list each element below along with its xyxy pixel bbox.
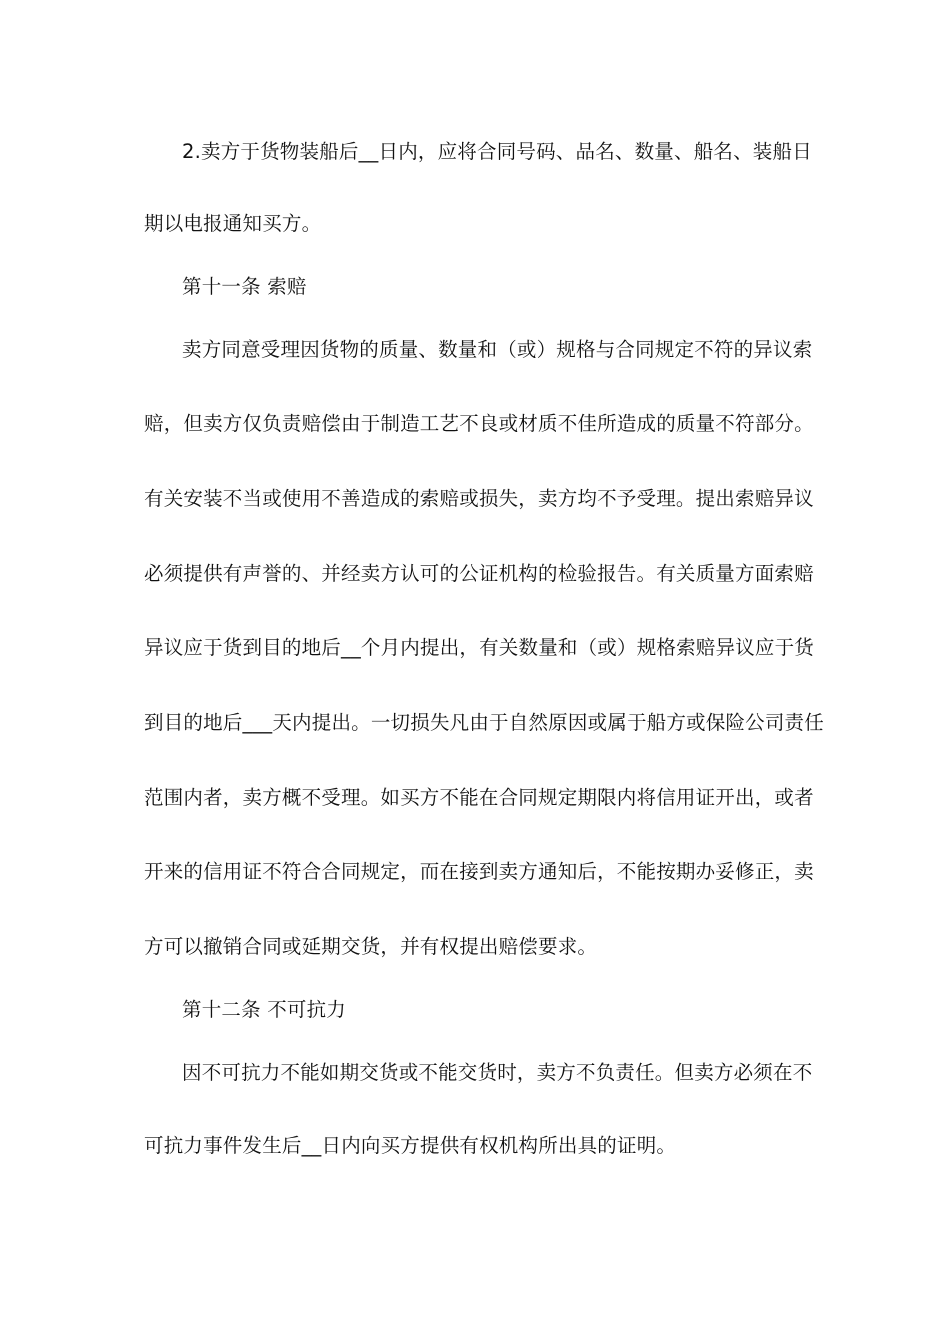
clause-11-paragraph-line-4: 必须提供有声誉的、并经卖方认可的公证机构的检验报告。有关质量方面索赔 xyxy=(144,562,814,585)
clause-11-paragraph-line-8: 开来的信用证不符合合同规定，而在接到卖方通知后，不能按期办妥修正，卖 xyxy=(144,860,814,883)
clause-11-paragraph-line-3: 有关安装不当或使用不善造成的索赔或损失，卖方均不予受理。提出索赔异议 xyxy=(144,487,814,510)
clause-10-item-2-line-1: 2.卖方于货物装船后__日内，应将合同号码、品名、数量、船名、装船日 xyxy=(182,140,812,163)
clause-11-paragraph-line-2: 赔，但卖方仅负责赔偿由于制造工艺不良或材质不佳所造成的质量不符部分。 xyxy=(144,412,814,435)
clause-11-paragraph-line-7: 范围内者，卖方概不受理。如买方不能在合同规定期限内将信用证开出，或者 xyxy=(144,786,814,809)
clause-11-heading: 第十一条 索赔 xyxy=(182,275,307,298)
clause-11-paragraph-line-9: 方可以撤销合同或延期交货，并有权提出赔偿要求。 xyxy=(144,935,598,958)
clause-10-item-2-line-2: 期以电报通知买方。 xyxy=(144,212,322,235)
clause-12-heading: 第十二条 不可抗力 xyxy=(182,998,346,1021)
clause-11-paragraph-line-5: 异议应于货到目的地后__个月内提出，有关数量和（或）规格索赔异议应于货 xyxy=(144,636,815,659)
clause-11-paragraph-line-1: 卖方同意受理因货物的质量、数量和（或）规格与合同规定不符的异议索 xyxy=(182,338,813,361)
clause-11-paragraph-line-6: 到目的地后___天内提出。一切损失凡由于自然原因或属于船方或保险公司责任 xyxy=(144,711,824,734)
clause-12-paragraph-line-1: 因不可抗力不能如期交货或不能交货时，卖方不负责任。但卖方必须在不 xyxy=(182,1061,813,1084)
clause-12-paragraph-line-2: 可抗力事件发生后__日内向买方提供有权机构所出具的证明。 xyxy=(144,1134,677,1157)
